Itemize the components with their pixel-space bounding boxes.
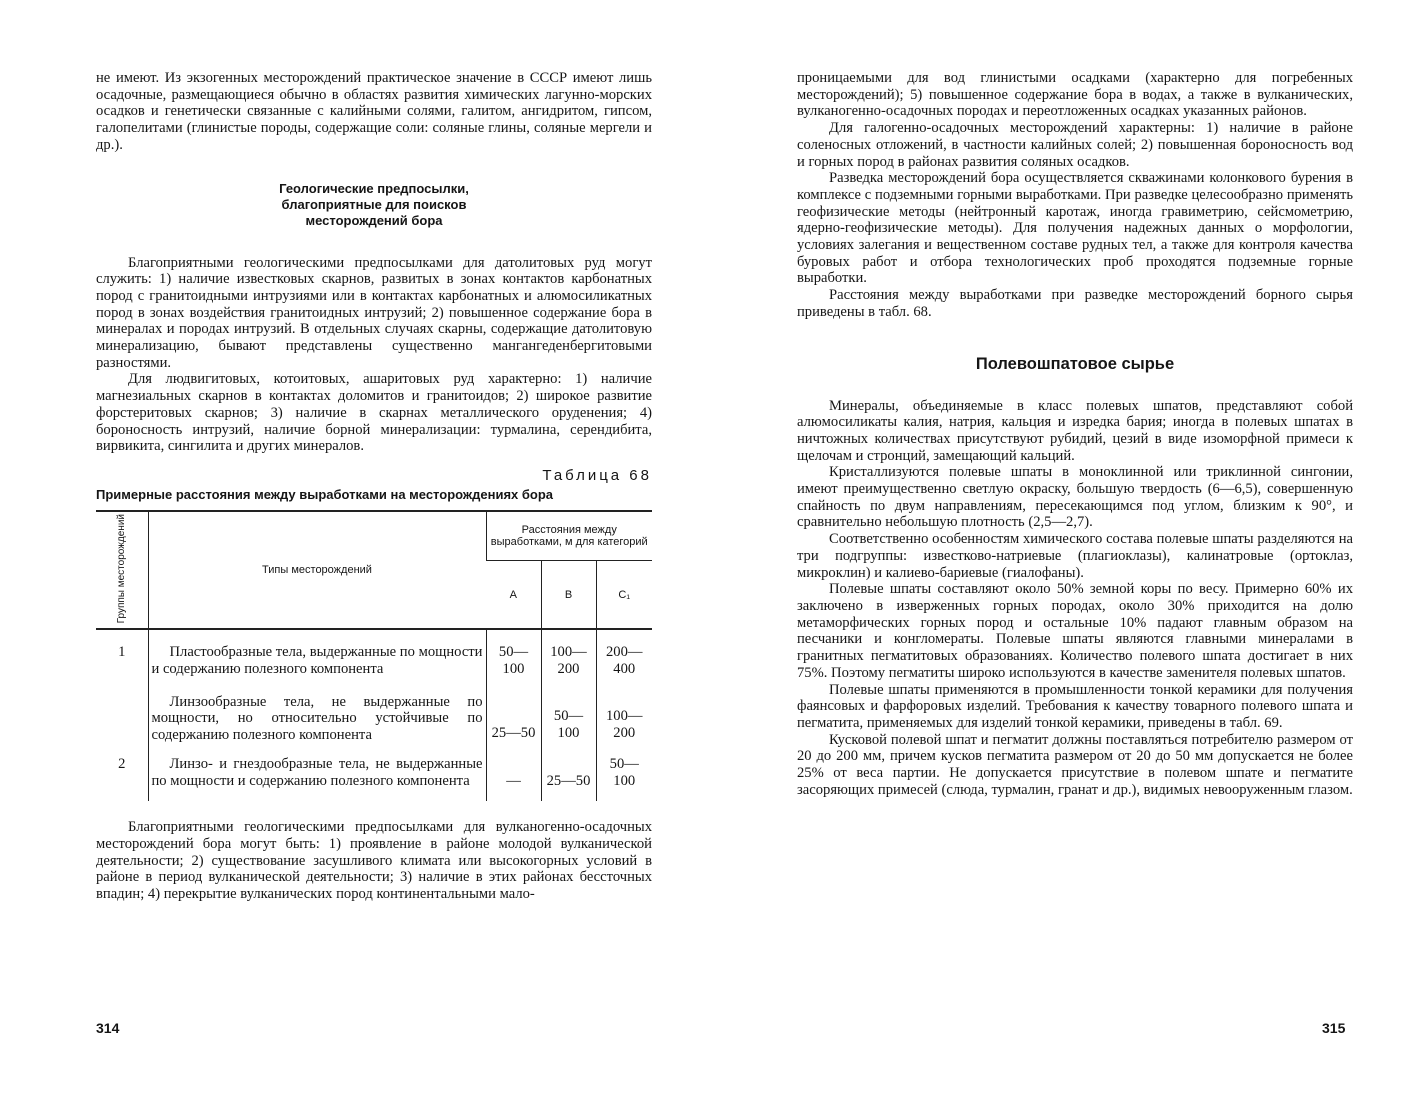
left-intro-paragraph: не имеют. Из экзогенных месторождений практическое значение в СССР имеют лишь осадочные, размещающиеся обычно в областях развития химических лагунно-морских осадков и генетически связанные с калийными солями, галитом, ангидритом, гипсом, галопелитами (глинистые породы, содержащие соли: соляные глины, соляные мергели и др.). [96,70,652,153]
datolite-paragraph: Благоприятными геологическими предпосылками для датолитовых руд могут служить: 1) наличие известковых скарнов, развитых в зонах контактов карбонатных пород с гранитоидными интрузиями или в контактах карбонатных и алюмосиликатных пород в зонах воздействия гранитоидных интрузий; 2) повышенное содержание бора в минералах и породах интрузий. В отдельных случаях скарны, содержащие датолитовую минерализацию, бывают представлены существенно мангангеденбергитовыми разностями. [96,254,652,371]
type-column-header: Типы месторождений [148,511,486,629]
left-page [96,70,652,903]
subgroups-paragraph: Соответственно особенностям химического состава полевые шпаты разделяются на три подгруппы: известково-натриевые (плагиоклазы), калинатровые (ортоклаз, микроклин) и калиево-бариевые (гиалофаны). [797,531,1353,581]
distance-a-cell: 25—50 [486,680,541,744]
heading-line: благоприятные для поисков [281,196,467,212]
distance-a-cell: — [486,744,541,801]
volcanic-paragraph: Благоприятными геологическими предпосылками для вулканогенно-осадочных месторождений бора могут быть: 1) проявление в районе молодой вулканической деятельности; 2) существование засушливого климата или высокогорных условий в районе в период вулканической деятельности; 3) наличие в этих районах бессточных впадин; 4) перекрытие вулканических пород континентальными мало- [96,819,652,903]
distance-b-cell: 25—50 [541,744,596,801]
right-page-number: 315 [1322,1020,1346,1036]
table-row [96,680,652,744]
distance-c1-cell: 100—200 [596,680,652,744]
group-cell [96,680,148,744]
type-cell: Линзо- и гнездообразные тела, не выдержанные по мощности и содержанию полезного компонента [151,755,483,789]
left-page-number: 314 [96,1020,120,1036]
right-page [797,70,1353,798]
group-cell: 1 [118,644,126,661]
distance-b-cell: 50—100 [541,680,596,744]
heading-line: Геологические предпосылки, [279,180,469,196]
distance-c1-cell: 200—400 [596,629,652,679]
feldspar-minerals-paragraph: Минералы, объединяемые в класс полевых шпатов, представляют собой алюмосиликаты калия, натрия, кальция и изредка бария; иногда в полевых шпатах в ничтожных количествах присутствуют рубидий, цезий в виде изоморфной примеси к щелочам и стронций, замещающий кальций. [797,397,1353,464]
table-label: Таблица 68 [542,466,652,484]
distance-a-cell: 50—100 [486,629,541,679]
halogen-paragraph: Для галогенно-осадочных месторождений характерны: 1) наличие в районе соленосных отложений, в частности калийных солей; 2) повышенная бороносность вод и горных пород в районах развития соляных осадков. [797,120,1353,170]
abundance-paragraph: Полевые шпаты составляют около 50% земной коры по весу. Примерно 60% их заключено в изверженных горных породах, около 30% приходится на долю метаморфических горных пород и остальные 10% падают главным образом на песчаники и конгломераты. Полевые шпаты являются главными минералами в гранитных пегматитовых образованиях. Количество полевого шпата достигает в них 75%. Поэтому пегматиты широко используются в качестве заменителя полевых шпатов. [797,581,1353,681]
category-b-header: B [541,560,596,629]
heading-line: месторождений бора [305,212,443,228]
right-intro-paragraph: проницаемыми для вод глинистыми осадками (характерно для погребенных месторождений); 5) повышенное содержание бора в водах, а также в вулканических, вулканогенно-осадочных породах и переотложенных осадках указанных районов. [797,70,1353,120]
crystallization-paragraph: Кристаллизуются полевые шпаты в моноклинной или триклинной сингонии, имеют преимущественно светлую окраску, большую твердость (6—6,5), совершенную спайность по двум направлениям, пересекающимся под углом, близким к 90°, и сравнительно небольшую плотность (2,5—2,7). [797,464,1353,531]
lump-feldspar-paragraph: Кусковой полевой шпат и пегматит должны поставляться потребителю размером от 20 до 200 мм, причем кусков пегматита размером от 20 до 50 мм допускается не более 25% от веса партии. Не допускается присутствие в полевом шпате и пегматите засоряющих примесей (слюда, турмалин, гранат и др.), видимых невооруженным глазом. [797,731,1353,798]
table-row [96,629,652,679]
table-row [96,744,652,801]
type-cell: Линзообразные тела, не выдержанные по мощности, но относительно устойчивые по содержанию полезного компонента [151,693,483,744]
ludwigite-paragraph: Для людвигитовых, котоитовых, ашаритовых руд характерно: 1) наличие магнезиальных скарнов в контактах доломитов и гранитоидов; 2) широкое развитие форстеритовых скарнов; 3) наличие в скарнах металлического оруденения; 4) бороносность интрузий, наличие борной минерализации: турмалина, серендибита, вирвикита, сингилита и других минералов. [96,371,652,455]
distances-table [96,510,652,801]
type-cell: Пластообразные тела, выдержанные по мощности и содержанию полезного компонента [151,644,483,678]
ceramics-paragraph: Полевые шпаты применяются в промышленности тонкой керамики для получения фаянсовых и фарфоровых изделий. Требования к качеству товарного полевого шпата и пегматита, применяемых для изделий тонкой керамики, приведены в табл. 69. [797,681,1353,731]
group-cell: 2 [118,755,126,772]
table-caption: Примерные расстояния между выработками на месторождениях бора [96,486,554,502]
subsection-heading [96,181,652,229]
group-column-header: Группы месторождений [96,511,148,629]
distance-b-cell: 100—200 [541,629,596,679]
section-title: Полевошпатовое сырье [975,354,1175,373]
category-a-header: A [486,560,541,629]
distance-c1-cell: 50—100 [596,744,652,801]
exploration-paragraph: Разведка месторождений бора осуществляется скважинами колонкового бурения в комплексе с подземными горными выработками. При разведке целесообразно применять геофизические методы (нейтронный каротаж, иногда гравиметрию, сейсмометрию, ядерно-геофизические методы). Для получения надежных данных о морфологии, условиях залегания и вещественном составе рудных тел, а также для контроля качества буровых работ и отбора технологических проб проходятся подземные горные выработки. [797,170,1353,287]
category-c1-header: C₁ [596,560,652,629]
distance-column-header: Расстояния между выработками, м для категорий [486,511,652,561]
table-reference-paragraph: Расстояния между выработками при разведке месторождений борного сырья приведены в табл. 68. [797,287,1353,320]
